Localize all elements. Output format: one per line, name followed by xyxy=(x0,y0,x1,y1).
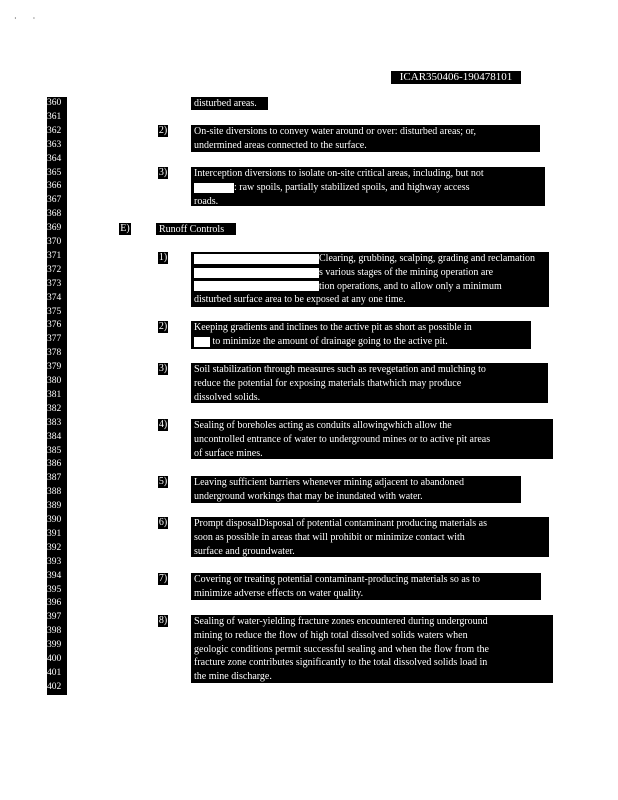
text-line: soon as possible in areas that will prohibit or minimize contact with xyxy=(194,531,465,543)
text-line: Soil stabilization through measures such as revegetation and mulching to xyxy=(194,364,486,375)
continuation-text xyxy=(191,97,268,110)
line-number: 365 xyxy=(47,167,62,178)
line-number: 368 xyxy=(47,209,62,220)
section-marker: E) xyxy=(120,223,130,234)
line-number: 361 xyxy=(47,111,62,122)
text-line: uncontrolled entrance of water to underground mines or to active pit areas xyxy=(194,433,491,445)
text-line: s various stages of the mining operation are xyxy=(194,266,546,280)
item-marker: 6) xyxy=(158,517,168,528)
line-number: 370 xyxy=(47,237,62,247)
line-number: 360 xyxy=(47,98,62,108)
text-line: disturbed areas. xyxy=(194,98,257,109)
text-line: surface and groundwater. xyxy=(194,545,295,557)
text-line: roads. xyxy=(194,195,219,206)
line-number: 393 xyxy=(47,556,62,567)
line-number: 390 xyxy=(47,515,62,525)
line-number: 400 xyxy=(47,654,62,664)
scan-specks: · · xyxy=(14,14,36,23)
line-number: 397 xyxy=(47,612,62,623)
line-number: 371 xyxy=(47,250,62,261)
line-number: 367 xyxy=(47,195,62,206)
list-item-text xyxy=(191,573,541,600)
list-item-text xyxy=(191,321,531,349)
item-marker: 2) xyxy=(158,125,168,136)
line-number: 402 xyxy=(47,681,62,692)
text-line: Keeping gradients and inclines to the active pit as short as possible in xyxy=(194,322,472,333)
text-line: of surface mines. xyxy=(194,447,263,459)
redaction xyxy=(194,183,234,193)
list-item-text xyxy=(191,363,548,403)
text-line: tion operations, and to allow only a minimum xyxy=(194,280,546,294)
line-number: 391 xyxy=(47,528,62,539)
line-number: 396 xyxy=(47,598,62,609)
line-number: 398 xyxy=(47,626,62,637)
text-line: dissolved solids. xyxy=(194,391,261,403)
item-marker: 8) xyxy=(158,615,168,626)
line-number: 386 xyxy=(47,459,62,470)
text-line: mining to reduce the flow of high total dissolved solids waters when xyxy=(194,629,468,641)
text-line: reduce the potential for exposing materials thatwhich may produce xyxy=(194,377,462,389)
item-marker: 3) xyxy=(158,167,168,178)
line-number: 392 xyxy=(47,542,62,553)
line-number: 363 xyxy=(47,139,62,150)
redaction xyxy=(194,337,210,347)
line-number: 395 xyxy=(47,584,62,595)
item-marker: 3) xyxy=(158,363,168,374)
line-number: 394 xyxy=(47,570,62,581)
list-item-text xyxy=(191,252,549,307)
line-number: 369 xyxy=(47,223,62,234)
line-number: 387 xyxy=(47,473,62,484)
line-number: 377 xyxy=(47,334,62,345)
text-line: minimize adverse effects on water quality. xyxy=(194,587,364,599)
line-number: 389 xyxy=(47,501,62,512)
text-line: Prompt disposalDisposal of potential contaminant producing materials as xyxy=(194,518,488,529)
line-number: 372 xyxy=(47,264,62,275)
item-marker: 4) xyxy=(158,419,168,430)
line-number: 384 xyxy=(47,431,62,442)
line-number: 401 xyxy=(47,667,62,678)
line-number: 366 xyxy=(47,181,62,192)
text-line: the mine discharge. xyxy=(194,671,272,683)
item-marker: 1) xyxy=(158,252,168,263)
line-number: 378 xyxy=(47,348,62,359)
line-number: 373 xyxy=(47,278,62,289)
text-line: Leaving sufficient barriers whenever mining adjacent to abandoned xyxy=(194,477,464,488)
line-number: 364 xyxy=(47,153,62,164)
line-number: 385 xyxy=(47,445,62,456)
redaction xyxy=(194,281,319,291)
text-line: underground workings that may be inundated with water. xyxy=(194,490,423,502)
line-number: 380 xyxy=(47,376,62,386)
text-line: Covering or treating potential contaminant-producing materials so as to xyxy=(194,574,481,585)
item-marker: 2) xyxy=(158,321,168,332)
list-item-text xyxy=(191,167,545,206)
text-line: Clearing, grubbing, scalping, grading and reclamation xyxy=(194,252,546,266)
redaction xyxy=(194,268,319,278)
text-line: geologic conditions permit successful sealing and when the flow from the xyxy=(194,643,489,655)
line-number: 382 xyxy=(47,403,62,414)
text-line: On-site diversions to convey water around or over: disturbed areas; or, xyxy=(194,126,477,137)
line-number: 379 xyxy=(47,362,62,373)
line-number: 375 xyxy=(47,306,62,317)
text-line: undermined areas connected to the surface. xyxy=(194,139,367,151)
text-line: to minimize the amount of drainage going to the active pit. xyxy=(194,335,528,349)
document-id: ICAR350406-190478101 xyxy=(391,71,521,84)
text-line: disturbed surface area to be exposed at any one time. xyxy=(194,294,406,306)
list-item-text xyxy=(191,517,549,557)
line-number: 376 xyxy=(47,320,62,331)
text-line: Interception diversions to isolate on-site critical areas, including, but not xyxy=(194,168,484,179)
line-number: 381 xyxy=(47,389,62,400)
line-number: 399 xyxy=(47,640,62,651)
text-line: fracture zone contributes significantly to the total dissolved solids load in xyxy=(194,657,488,669)
text-line: Sealing of boreholes acting as conduits allowingwhich allow the xyxy=(194,420,452,431)
text-line: Sealing of water-yielding fracture zones encountered during underground xyxy=(194,616,488,627)
item-marker: 5) xyxy=(158,476,168,487)
item-marker: 7) xyxy=(158,573,168,584)
line-number: 374 xyxy=(47,292,62,303)
line-number: 383 xyxy=(47,417,62,428)
list-item-text xyxy=(191,615,553,683)
text-line: : raw spoils, partially stabilized spoils, and highway access xyxy=(194,181,542,195)
line-number: 388 xyxy=(47,487,62,498)
list-item-text xyxy=(191,419,553,459)
list-item-text xyxy=(191,125,540,152)
line-number: 362 xyxy=(47,125,62,136)
redaction xyxy=(194,254,319,264)
section-title: Runoff Controls xyxy=(156,223,236,235)
list-item-text xyxy=(191,476,521,503)
